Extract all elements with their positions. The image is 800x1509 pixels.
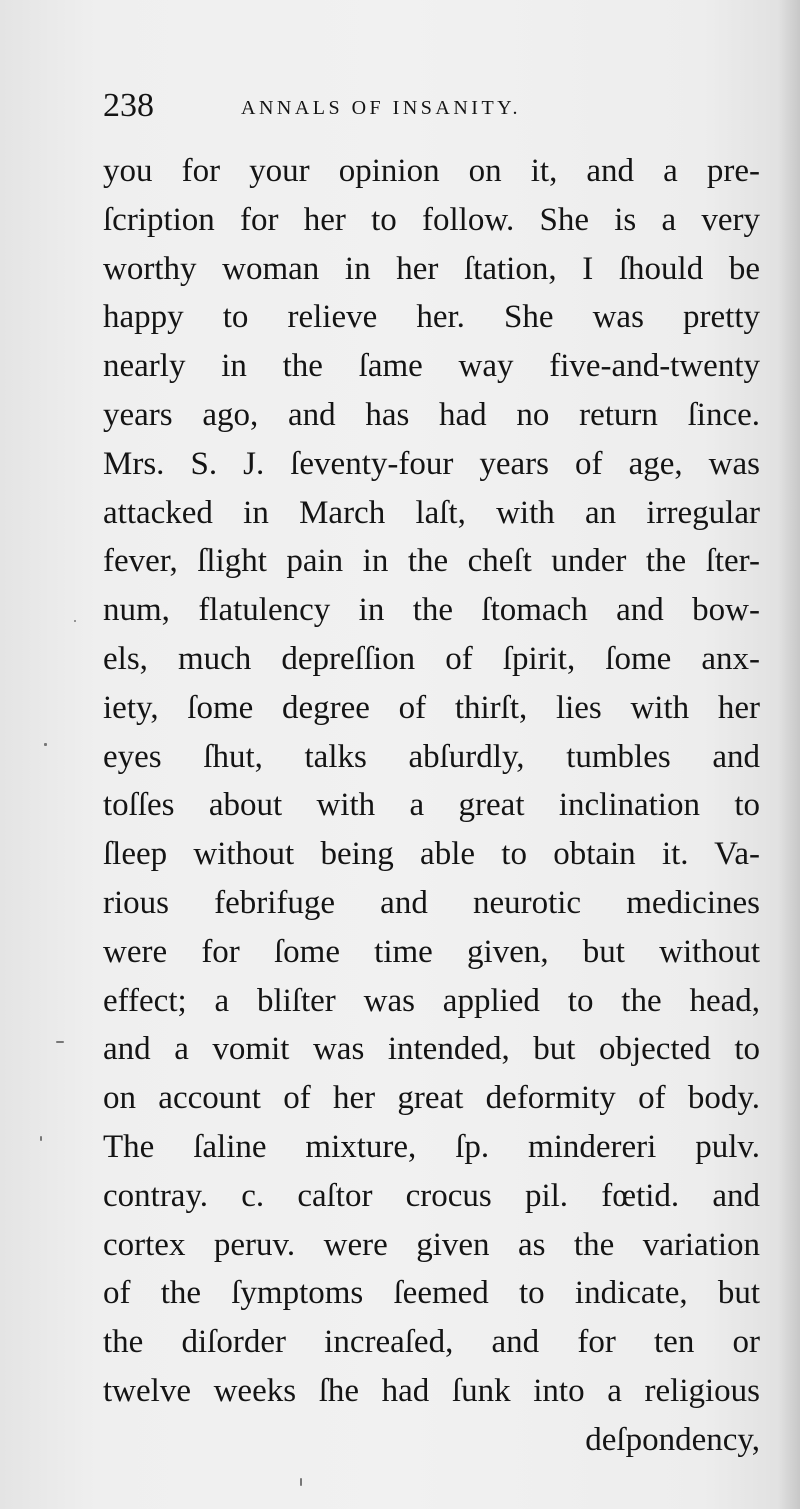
text-line: fever, ſlight pain in the cheſt under the ſter- [103,543,760,580]
running-head: ANNALS OF INSANITY. [241,97,522,119]
text-line: contray. c. caſtor crocus pil. fœtid. and [103,1177,760,1214]
text-line: els, much depreſſion of ſpirit, ſome anx- [103,640,760,677]
catchword: deſpondency, [585,1421,760,1458]
text-line: were for ſome time given, but without [103,933,760,970]
text-line: The ſaline mixture, ſp. mindereri pulv. [103,1128,760,1165]
paper-speck [56,1041,64,1043]
paper-speck [44,743,47,746]
body-text [103,147,760,1465]
page-edge-shadow [778,0,800,1509]
page-header [103,84,763,128]
text-line: ſcription for her to follow. She is a very [103,201,760,238]
text-line: Mrs. S. J. ſeventy-four years of age, was [103,445,760,482]
text-line: toſſes about with a great inclination to [103,787,760,824]
text-line: twelve weeks ſhe had ſunk into a religious [103,1372,760,1409]
text-line: on account of her great deformity of body. [103,1080,760,1117]
paper-speck [40,1136,42,1141]
paper-speck [300,1478,302,1486]
text-line: years ago, and has had no return ſince. [103,396,760,433]
text-line: effect; a bliſter was applied to the head, [103,982,760,1019]
page-number: 238 [103,87,154,124]
text-line: cortex peruv. were given as the variation [103,1226,760,1263]
text-line: ſleep without being able to obtain it. Va- [103,836,760,873]
text-line: and a vomit was intended, but objected to [103,1031,760,1068]
text-line: attacked in March laſt, with an irregular [103,494,760,531]
text-line: happy to relieve her. She was pretty [103,299,760,336]
text-line: nearly in the ſame way five-and-twenty [103,348,760,385]
text-line: the diſorder increaſed, and for ten or [103,1324,760,1361]
paper-speck [74,620,76,622]
text-line: you for your opinion on it, and a pre- [103,153,760,189]
text-line: num, flatulency in the ſtomach and bow- [103,592,760,629]
text-line: eyes ſhut, talks abſurdly, tumbles and [103,738,760,775]
text-line: rious febrifuge and neurotic medicines [103,884,760,921]
text-line: of the ſymptoms ſeemed to indicate, but [103,1275,760,1312]
text-line: iety, ſome degree of thirſt, lies with her [103,689,760,726]
text-line: worthy woman in her ſtation, I ſhould be [103,250,760,287]
